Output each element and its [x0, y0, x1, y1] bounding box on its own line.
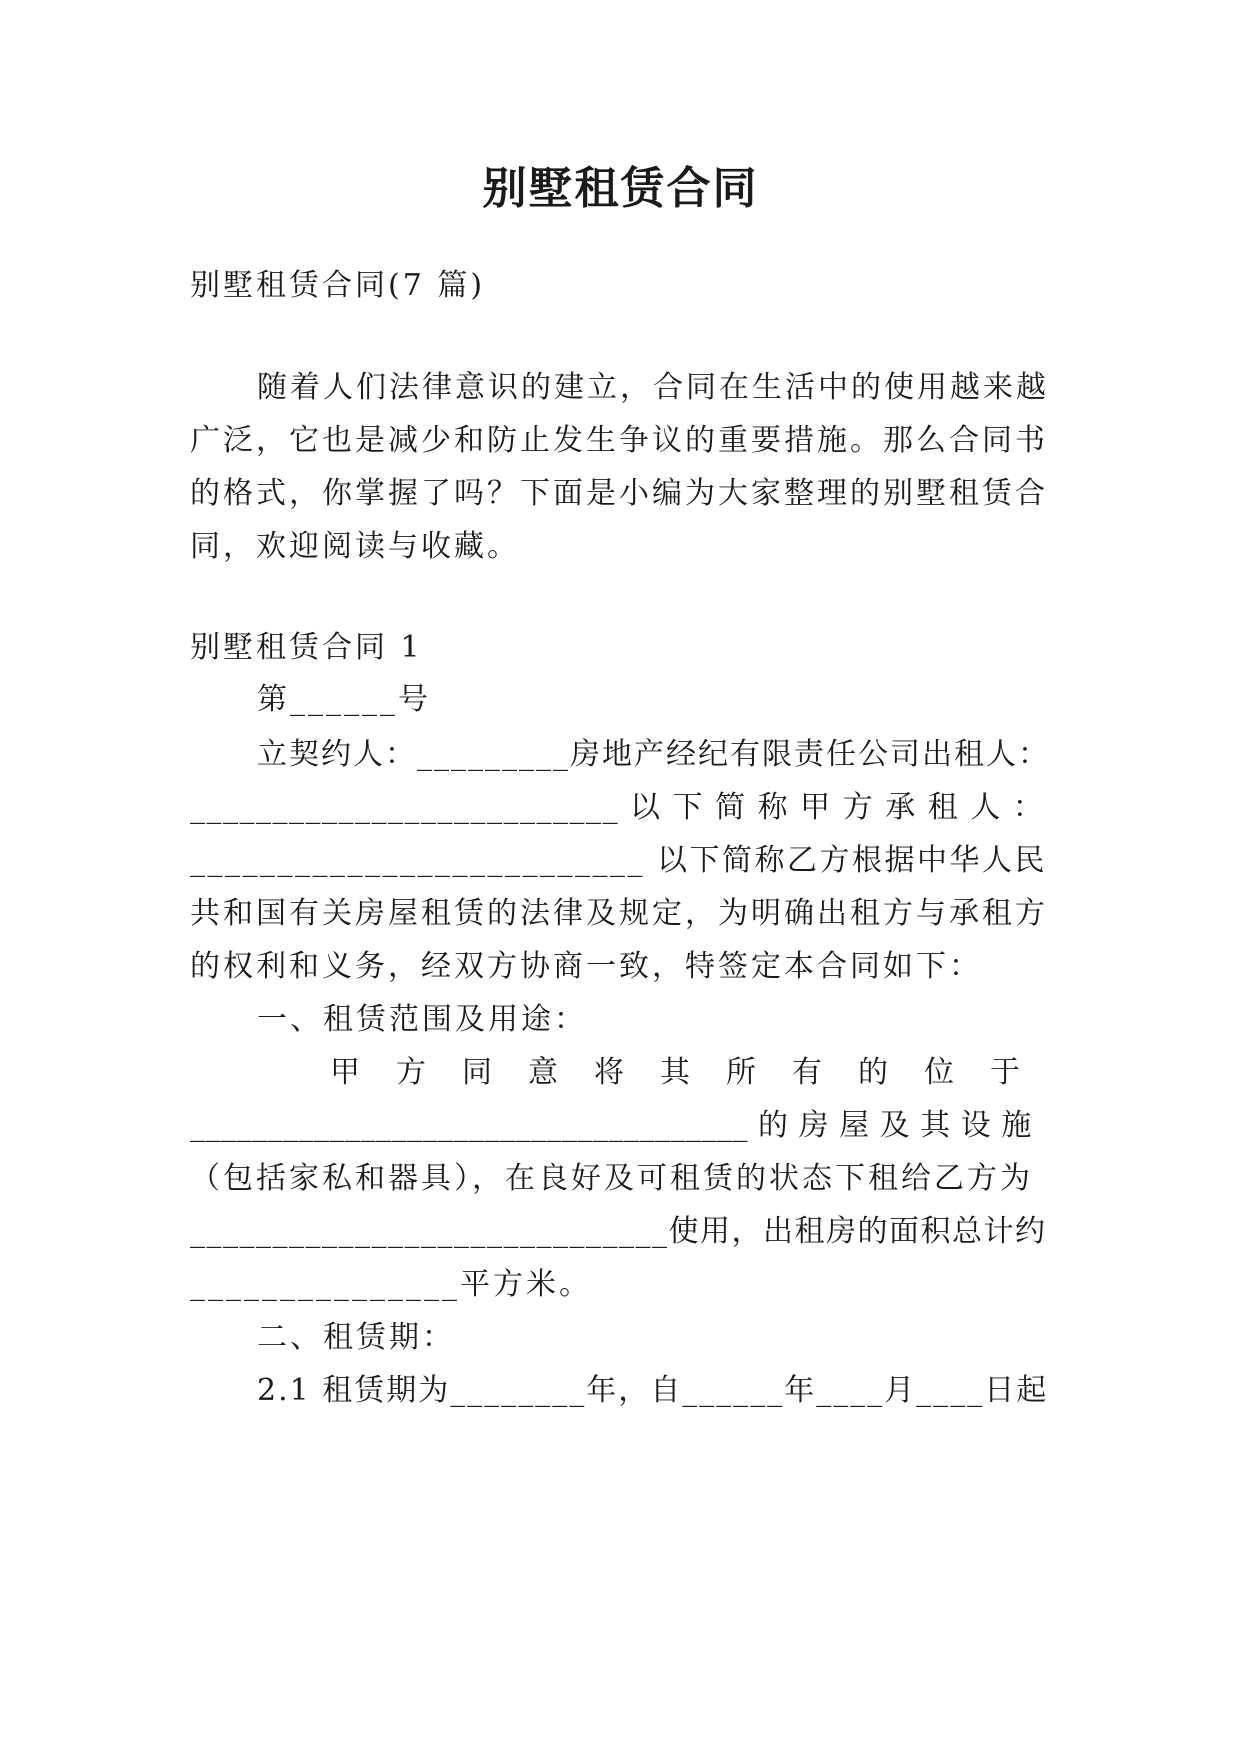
clause-1-line-4: _____________________________使用，出租房的面积总计约: [190, 1214, 1047, 1249]
clause-1-heading: 一、租赁范围及用途：: [257, 1002, 587, 1037]
document-title: 别墅租赁合同: [482, 163, 759, 214]
parties-line-2: __________________________ 以 下 简 称 甲 方 承 租 人 ：: [190, 790, 1045, 825]
parties-line-4: 共和国有关房屋租赁的法律及规定，为明确出租方与承租方: [190, 896, 1048, 931]
clause-1-line-1: 甲 方 同 意 将 其 所 有 的 位 于: [330, 1055, 1023, 1090]
intro-line-2: 广泛，它也是减少和防止发生争议的重要措施。那么合同书: [190, 423, 1048, 458]
clause-2-1: 2.1 租赁期为________年，自______年____月____日起: [257, 1373, 1049, 1408]
section-title: 别墅租赁合同 1: [190, 630, 423, 665]
clause-1-line-5: _______________平方米。: [190, 1267, 592, 1302]
document-subtitle: 别墅租赁合同(7 篇): [190, 268, 486, 303]
contract-number-line: 第______号: [257, 682, 431, 717]
intro-line-3: 的格式，你掌握了吗？下面是小编为大家整理的别墅租赁合: [190, 476, 1048, 511]
intro-line-4: 同，欢迎阅读与收藏。: [190, 529, 520, 564]
clause-1-line-3: （包括家私和器具），在良好及可租赁的状态下租给乙方为: [190, 1161, 1033, 1196]
parties-line-3: __________________________ 以下简称乙方根据中华人民: [190, 843, 1048, 878]
clause-1-line-2: ____________________________________ 的 房 屋 及 其 设 施: [190, 1108, 1032, 1143]
intro-line-1: 随着人们法律意识的建立，合同在生活中的使用越来越: [257, 370, 1049, 405]
parties-line-5: 的权利和义务，经双方协商一致，特签定本合同如下：: [190, 949, 982, 984]
clause-2-heading: 二、租赁期：: [257, 1320, 455, 1355]
parties-line-1: 立契约人：_________房地产经纪有限责任公司出租人：: [257, 737, 1050, 772]
